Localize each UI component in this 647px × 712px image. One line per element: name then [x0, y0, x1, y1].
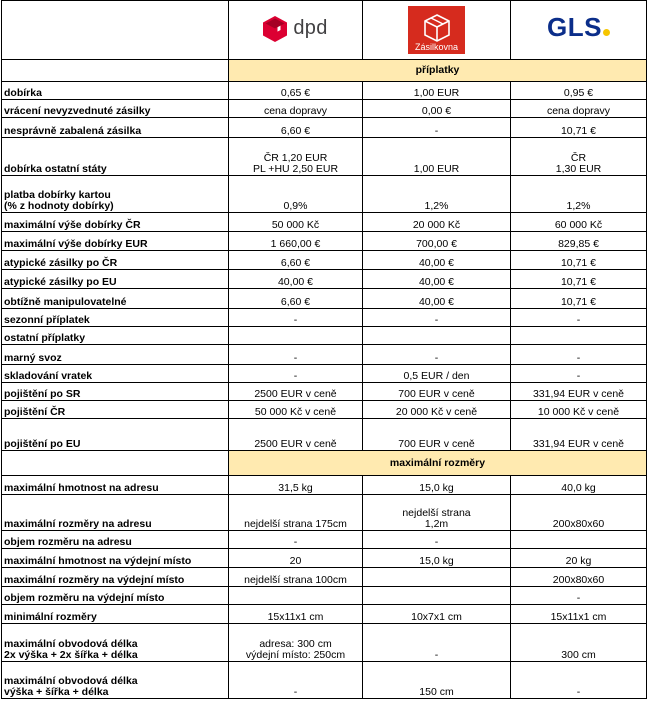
gls-value: [511, 232, 647, 251]
gls-value: [511, 270, 647, 289]
dpd-value-text: -: [293, 370, 298, 382]
row-label-text: objem rozměru na adresu: [4, 536, 132, 548]
zasilkovna-value-text: 700 EUR v ceně: [398, 388, 475, 400]
dpd-wordmark: dpd: [293, 17, 328, 39]
gls-value-text: 10,71 €: [560, 257, 597, 269]
package-icon: [424, 14, 450, 42]
dpd-value-text: adresa: 300 cm výdejní místo: 250cm: [245, 638, 346, 661]
gls-value: [511, 289, 647, 309]
dpd-value-text: -: [293, 352, 298, 364]
gls-value: [511, 495, 647, 531]
gls-value: [511, 419, 647, 451]
dpd-value: [229, 624, 363, 662]
dpd-value: [229, 587, 363, 605]
row-label-text: atypické zásilky po EU: [4, 276, 117, 288]
gls-value: [511, 327, 647, 345]
row-label: [2, 270, 229, 289]
dpd-value: [229, 662, 363, 699]
row-label: [2, 605, 229, 624]
dpd-value: [229, 401, 363, 419]
gls-value: [511, 138, 647, 176]
zasilkovna-value: [363, 251, 511, 270]
row-label-text: pojištění po SR: [4, 388, 81, 400]
row-label: [2, 251, 229, 270]
zasilkovna-value-text: 40,00 €: [418, 296, 455, 308]
dpd-value-text: 1 660,00 €: [270, 238, 321, 250]
dpd-value: [229, 531, 363, 549]
dpd-value: [229, 309, 363, 327]
gls-value-text: cena dopravy: [546, 105, 611, 117]
zasilkovna-value-text: 0,00 €: [421, 105, 452, 117]
zasilkovna-value: [363, 568, 511, 587]
row-label-text: maximální hmotnost na adresu: [4, 482, 159, 494]
gls-value-text: -: [576, 370, 581, 382]
gls-value-text: 15x11x1 cm: [550, 611, 607, 623]
surcharge-rows: [2, 82, 647, 451]
gls-value-text: -: [576, 352, 581, 364]
corner-cell: [2, 1, 229, 60]
zasilkovna-value: [363, 549, 511, 568]
row-label: [2, 531, 229, 549]
row-label: [2, 138, 229, 176]
row-label-text: ostatní příplatky: [4, 332, 86, 344]
dpd-value-text: 20: [289, 555, 302, 567]
dpd-value-text: 0,9%: [283, 200, 308, 212]
dpd-value: [229, 495, 363, 531]
zasilkovna-value: [363, 213, 511, 232]
table-row: [2, 587, 647, 605]
dpd-value: [229, 327, 363, 345]
table-row: [2, 365, 647, 383]
row-label: [2, 345, 229, 365]
zasilkovna-value-text: 15,0 kg: [419, 555, 454, 567]
dpd-value: [229, 232, 363, 251]
zasilkovna-logo: [408, 6, 465, 54]
zasilkovna-value: [363, 476, 511, 495]
row-label: [2, 327, 229, 345]
dpd-value-text: -: [293, 686, 298, 698]
section-blank-cell: [2, 451, 229, 476]
zasilkovna-value: [363, 419, 511, 451]
row-label-text: maximální obvodová délka výška + šířka + délka: [4, 675, 138, 698]
row-label: [2, 365, 229, 383]
gls-value: [511, 118, 647, 138]
zasilkovna-value-text: 15,0 kg: [419, 482, 454, 494]
zasilkovna-value-text: -: [434, 352, 439, 364]
row-label: [2, 662, 229, 699]
row-label: [2, 309, 229, 327]
zasilkovna-value-text: 1,00 EUR: [413, 163, 460, 175]
zasilkovna-value: [363, 345, 511, 365]
dpd-value: [229, 100, 363, 118]
row-label-text: skladování vratek: [4, 370, 93, 382]
zasilkovna-value-text: nejdelší strana 1,2m: [402, 507, 471, 530]
dpd-value-text: 50 000 Kč v ceně: [254, 406, 337, 418]
section-blank-cell: [2, 60, 229, 82]
gls-value: [511, 383, 647, 401]
dpd-value: [229, 476, 363, 495]
dpd-value-text: 2500 EUR v ceně: [254, 438, 337, 450]
dpd-value: [229, 118, 363, 138]
row-label: [2, 289, 229, 309]
table-row: [2, 549, 647, 568]
gls-value-text: 829,85 €: [558, 238, 599, 250]
table-row: [2, 251, 647, 270]
dpd-value-text: 6,60 €: [280, 125, 311, 137]
row-label: [2, 82, 229, 100]
table-row: [2, 118, 647, 138]
dpd-value-text: ČR 1,20 EUR PL +HU 2,50 EUR: [252, 152, 339, 175]
dimension-rows: [2, 476, 647, 699]
table-row: [2, 568, 647, 587]
gls-value-text: 10 000 Kč v ceně: [537, 406, 620, 418]
dpd-value: [229, 345, 363, 365]
zasilkovna-value: [363, 662, 511, 699]
table-row: [2, 213, 647, 232]
zasilkovna-value-text: 1,2%: [424, 200, 449, 212]
section-header-surcharges: [2, 60, 647, 82]
dpd-value-text: 50 000 Kč: [271, 219, 320, 231]
dpd-value-text: 6,60 €: [280, 296, 311, 308]
table-row: [2, 401, 647, 419]
zasilkovna-value: [363, 118, 511, 138]
gls-value-text: 300 cm: [561, 649, 596, 661]
row-label: [2, 476, 229, 495]
row-label-text: maximální rozměry na výdejní místo: [4, 574, 185, 586]
dpd-value: [229, 549, 363, 568]
gls-value: [511, 100, 647, 118]
carrier-comparison-table: [1, 0, 647, 699]
dpd-value: [229, 383, 363, 401]
dpd-value-text: cena dopravy: [263, 105, 328, 117]
dpd-value-text: 15x11x1 cm: [267, 611, 324, 623]
gls-value: [511, 251, 647, 270]
table-row: [2, 232, 647, 251]
zasilkovna-value-text: 10x7x1 cm: [411, 611, 462, 623]
table-row: [2, 605, 647, 624]
table-row: [2, 383, 647, 401]
table-row: [2, 289, 647, 309]
dpd-value-text: -: [293, 314, 298, 326]
row-label-text: maximální výše dobírky EUR: [4, 238, 148, 250]
gls-value: [511, 531, 647, 549]
gls-value-text: 10,71 €: [560, 296, 597, 308]
table-row: [2, 270, 647, 289]
zasilkovna-value: [363, 327, 511, 345]
gls-value: [511, 82, 647, 100]
row-label: [2, 568, 229, 587]
zasilkovna-value: [363, 289, 511, 309]
zasilkovna-value: [363, 82, 511, 100]
table-row: [2, 327, 647, 345]
table-row: [2, 531, 647, 549]
dpd-value: [229, 270, 363, 289]
gls-value-text: 10,71 €: [560, 276, 597, 288]
gls-wordmark: GLS: [547, 11, 602, 42]
row-label: [2, 549, 229, 568]
dpd-value: [229, 176, 363, 213]
zasilkovna-value: [363, 531, 511, 549]
row-label: [2, 495, 229, 531]
gls-value-text: 0,95 €: [563, 87, 594, 99]
table-row: [2, 82, 647, 100]
dpd-value: [229, 419, 363, 451]
table-row: [2, 100, 647, 118]
zasilkovna-value-text: 20 000 Kč: [412, 219, 461, 231]
zasilkovna-value-text: 40,00 €: [418, 257, 455, 269]
gls-value-text: 331,94 EUR v ceně: [532, 388, 625, 400]
gls-value: [511, 587, 647, 605]
row-label: [2, 624, 229, 662]
dpd-value-text: 31,5 kg: [278, 482, 313, 494]
dpd-value-text: -: [293, 536, 298, 548]
zasilkovna-value: [363, 232, 511, 251]
section-header-dimensions: [2, 451, 647, 476]
row-label-text: maximální rozměry na adresu: [4, 518, 152, 530]
row-label: [2, 176, 229, 213]
zasilkovna-value-text: -: [434, 649, 439, 661]
row-label: [2, 401, 229, 419]
dpd-logo: [263, 16, 327, 42]
dpd-value-text: 6,60 €: [280, 257, 311, 269]
table-row: [2, 309, 647, 327]
dpd-value: [229, 289, 363, 309]
gls-value-text: 40,0 kg: [561, 482, 596, 494]
table-row: [2, 624, 647, 662]
row-label-text: maximální obvodová délka 2x výška + 2x šířka + délka: [4, 638, 138, 661]
row-label-text: sezonní příplatek: [4, 314, 90, 326]
logo-row: [2, 1, 647, 60]
zasilkovna-value: [363, 587, 511, 605]
zasilkovna-logo-cell: [363, 1, 511, 60]
dpd-value-text: 0,65 €: [280, 87, 311, 99]
table-row: [2, 476, 647, 495]
gls-value: [511, 624, 647, 662]
zasilkovna-value-text: -: [434, 314, 439, 326]
zasilkovna-value: [363, 495, 511, 531]
zasilkovna-value: [363, 401, 511, 419]
table-row: [2, 345, 647, 365]
gls-logo-cell: [511, 1, 647, 60]
gls-dot-icon: [603, 29, 610, 36]
row-label-text: maximální hmotnost na výdejní místo: [4, 555, 192, 567]
zasilkovna-value: [363, 383, 511, 401]
dpd-value: [229, 213, 363, 232]
dpd-value-text: 2500 EUR v ceně: [254, 388, 337, 400]
gls-value: [511, 345, 647, 365]
row-label-text: obtížně manipulovatelné: [4, 296, 127, 308]
gls-value-text: -: [576, 686, 581, 698]
row-label-text: vrácení nevyzvednuté zásilky: [4, 105, 151, 117]
dpd-value-text: nejdelší strana 100cm: [244, 574, 347, 586]
gls-value: [511, 365, 647, 383]
gls-logo: [547, 11, 610, 42]
row-label: [2, 100, 229, 118]
gls-value: [511, 568, 647, 587]
row-label-text: dobírka ostatní státy: [4, 163, 107, 175]
row-label-text: marný svoz: [4, 352, 62, 364]
row-label: [2, 213, 229, 232]
zasilkovna-value: [363, 100, 511, 118]
zasilkovna-value: [363, 365, 511, 383]
section-title-dimensions: maximální rozměry: [229, 451, 647, 476]
row-label: [2, 587, 229, 605]
zasilkovna-value: [363, 138, 511, 176]
row-label: [2, 419, 229, 451]
gls-value-text: -: [576, 592, 581, 604]
row-label-text: nesprávně zabalená zásilka: [4, 125, 142, 137]
row-label-text: minimální rozměry: [4, 611, 97, 623]
row-label-text: atypické zásilky po ČR: [4, 257, 118, 269]
dpd-value-text: 40,00 €: [277, 276, 314, 288]
zasilkovna-value-text: 150 cm: [419, 686, 454, 698]
dpd-value: [229, 138, 363, 176]
gls-value-text: 10,71 €: [560, 125, 597, 137]
table-row: [2, 419, 647, 451]
row-label-text: pojištění po EU: [4, 438, 81, 450]
zasilkovna-value: [363, 270, 511, 289]
zasilkovna-value-text: -: [434, 125, 439, 137]
zasilkovna-value: [363, 176, 511, 213]
table-row: [2, 495, 647, 531]
table-row: [2, 176, 647, 213]
gls-value-text: 1,2%: [566, 200, 591, 212]
gls-value: [511, 401, 647, 419]
row-label-text: dobírka: [4, 87, 42, 99]
row-label: [2, 383, 229, 401]
dpd-value: [229, 251, 363, 270]
dpd-value: [229, 82, 363, 100]
row-label-text: pojištění ČR: [4, 406, 66, 418]
row-label: [2, 118, 229, 138]
gls-value-text: 200x80x60: [552, 574, 605, 586]
zasilkovna-value: [363, 309, 511, 327]
zasilkovna-value-text: 0,5 EUR / den: [403, 370, 470, 382]
dpd-logo-cell: [229, 1, 363, 60]
zasilkovna-wordmark: Zásilkovna: [414, 42, 459, 52]
gls-value: [511, 662, 647, 699]
zasilkovna-value: [363, 624, 511, 662]
gls-value: [511, 309, 647, 327]
zasilkovna-value-text: 700,00 €: [416, 238, 457, 250]
row-label-text: objem rozměru na výdejní místo: [4, 592, 165, 604]
dpd-value: [229, 568, 363, 587]
zasilkovna-value-text: 1,00 EUR: [413, 87, 460, 99]
gls-value: [511, 176, 647, 213]
gls-value-text: ČR 1,30 EUR: [555, 152, 602, 175]
gls-value-text: 200x80x60: [552, 518, 605, 530]
gls-value: [511, 476, 647, 495]
table-row: [2, 138, 647, 176]
row-label-text: maximální výše dobírky ČR: [4, 219, 141, 231]
row-label-text: platba dobírky kartou (% z hodnoty dobírky): [4, 189, 114, 212]
dpd-value: [229, 365, 363, 383]
dpd-cube-icon: [263, 16, 287, 42]
gls-value: [511, 213, 647, 232]
dpd-value-text: nejdelší strana 175cm: [244, 518, 347, 530]
zasilkovna-value-text: -: [434, 536, 439, 548]
table-row: [2, 662, 647, 699]
gls-value: [511, 549, 647, 568]
zasilkovna-value-text: 700 EUR v ceně: [398, 438, 475, 450]
dpd-value: [229, 605, 363, 624]
zasilkovna-value: [363, 605, 511, 624]
zasilkovna-value-text: 20 000 Kč v ceně: [395, 406, 478, 418]
gls-value-text: 331,94 EUR v ceně: [532, 438, 625, 450]
gls-value: [511, 605, 647, 624]
zasilkovna-value-text: 40,00 €: [418, 276, 455, 288]
section-title-surcharges: příplatky: [229, 60, 647, 82]
gls-value-text: 20 kg: [565, 555, 592, 567]
row-label: [2, 232, 229, 251]
gls-value-text: 60 000 Kč: [554, 219, 603, 231]
gls-value-text: -: [576, 314, 581, 326]
